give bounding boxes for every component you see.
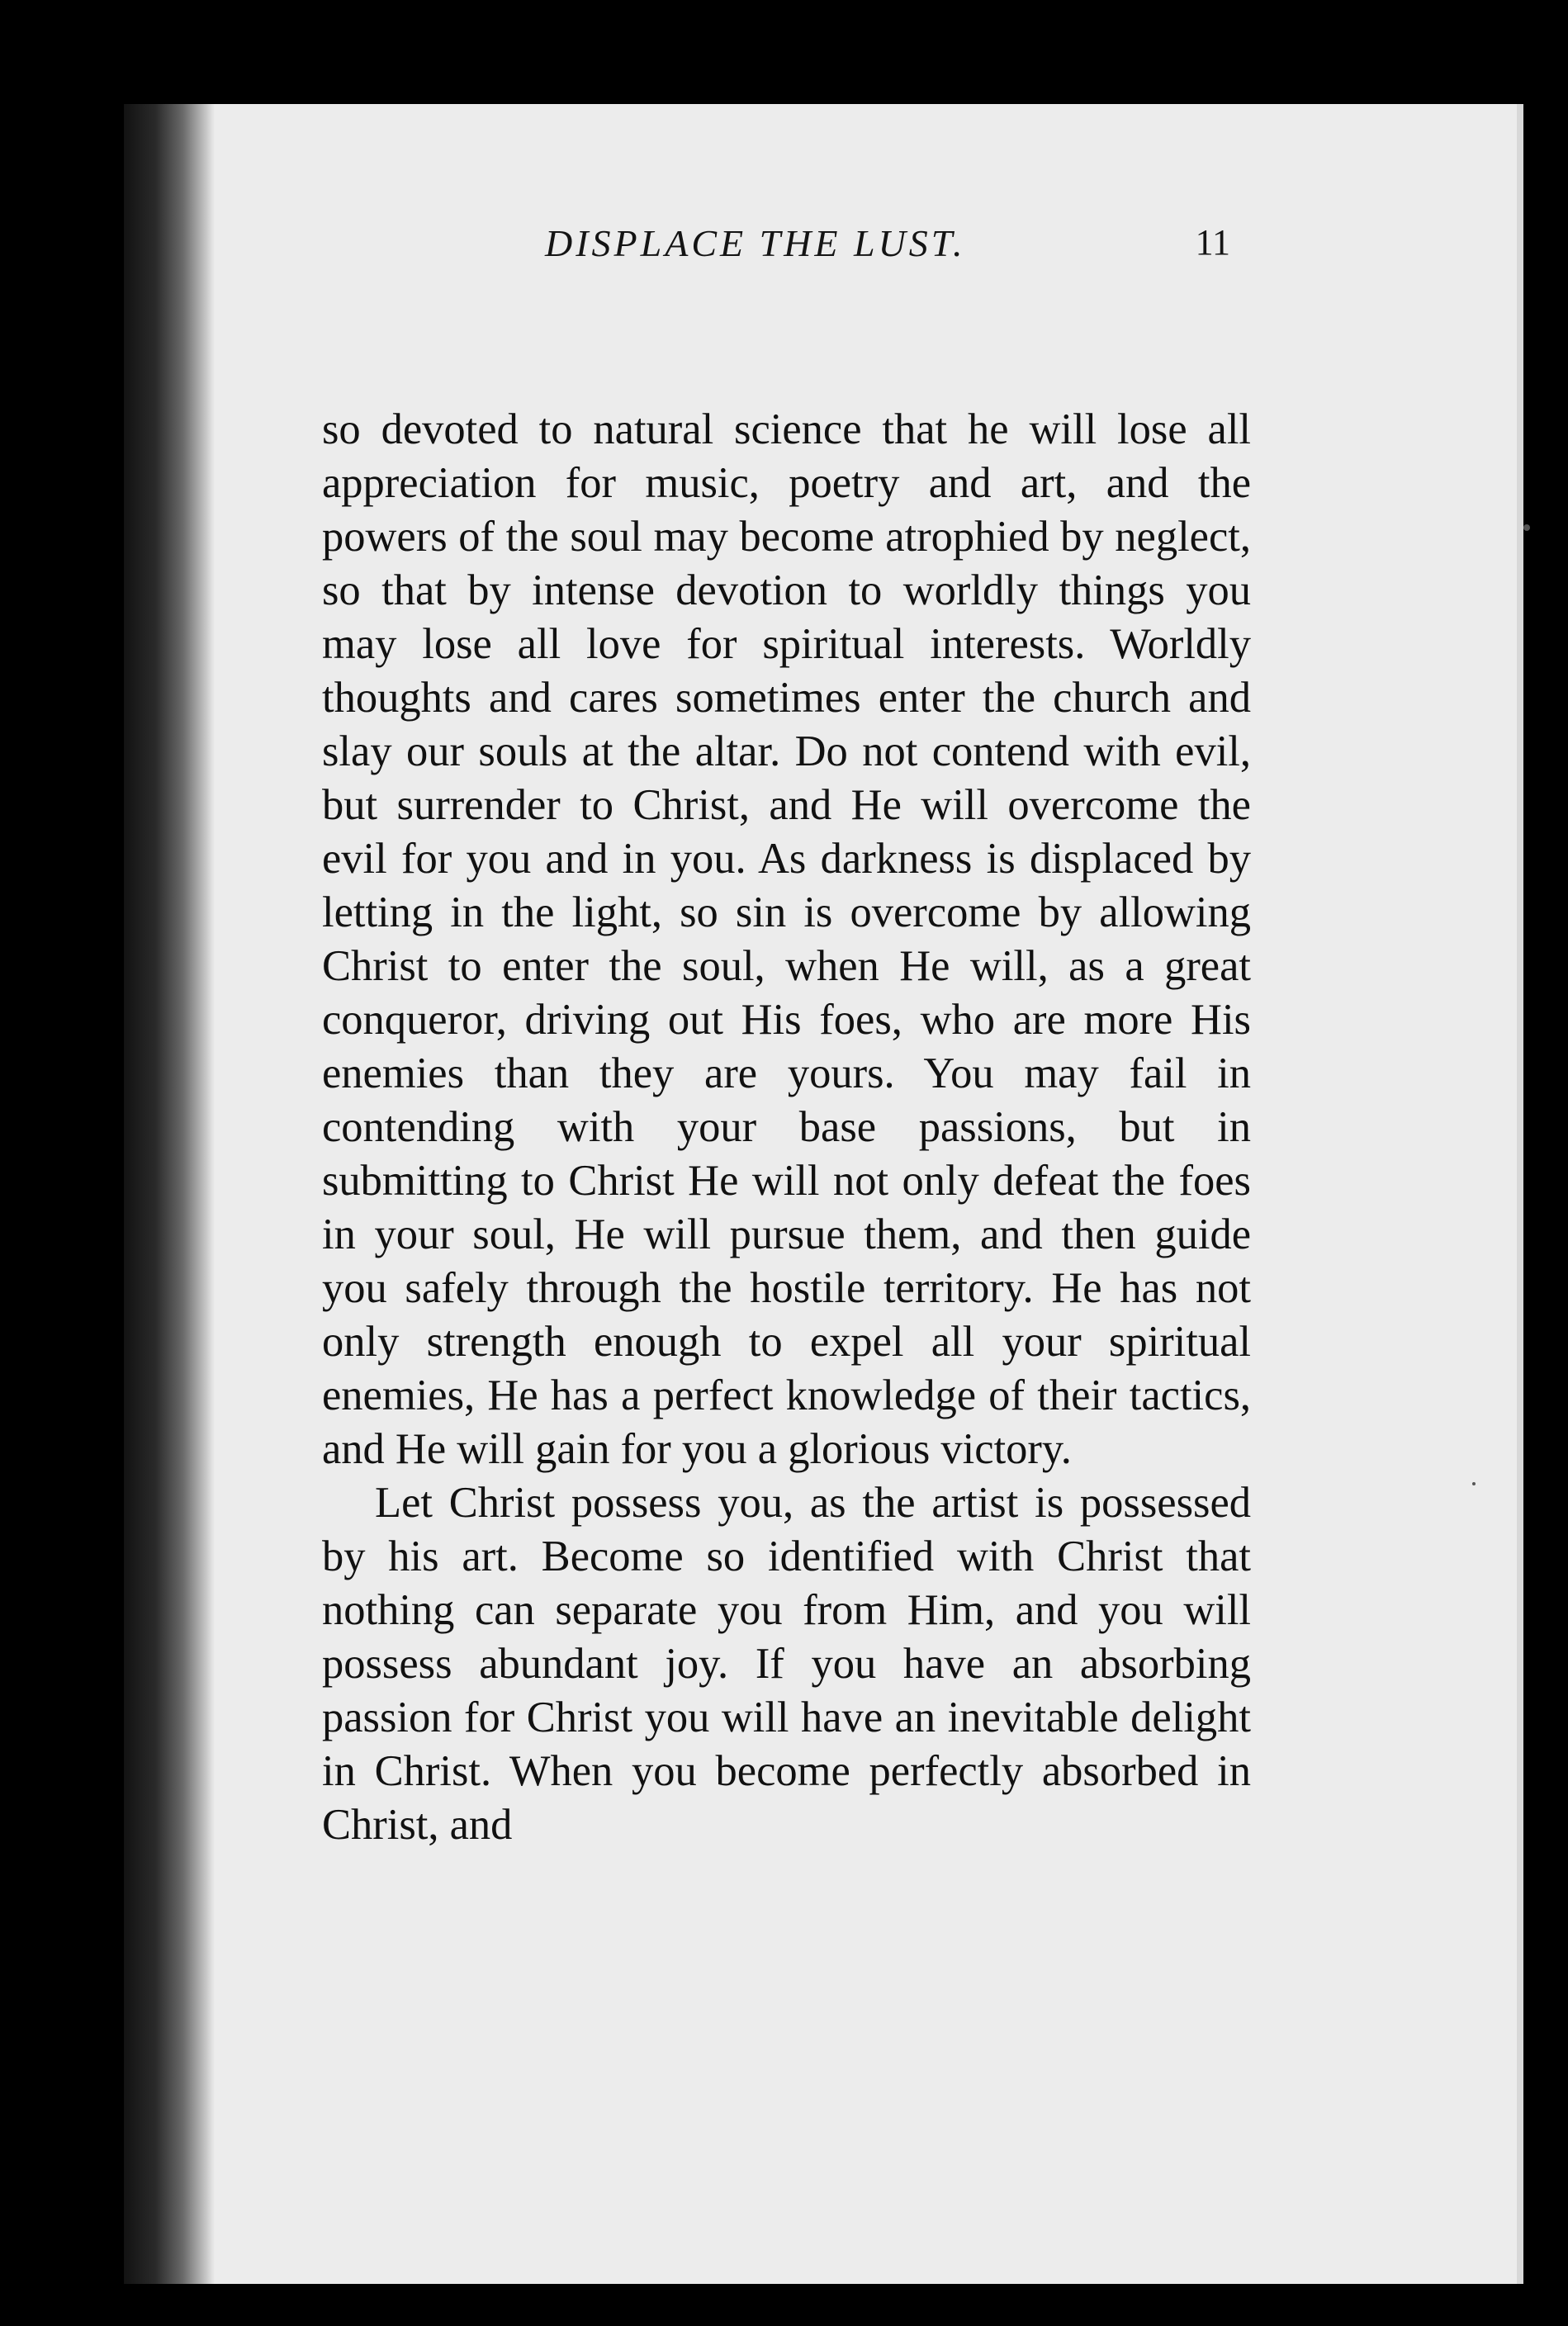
running-head: DISPLACE THE LUST. (545, 222, 966, 264)
body-text (322, 403, 1251, 1852)
scan-speck (1472, 1482, 1476, 1485)
paragraph: Let Christ possess you, as the artist is possessed by his art. Become so identified with Christ that nothing can separate you from Him, and you will possess abundant joy. If you have an absorbing passion for Christ you will have an inevitable delight in Christ. When you become perfectly absorbed in Christ, and (322, 1479, 1251, 1849)
page-right-edge (1517, 104, 1523, 2284)
paragraph: so devoted to natural science that he will lose all appreciation for music, poetry and art, and the powers of the soul may become atrophied by neglect, so that by intense devotion to worldly things you may lose all love for spiritual interests. Worldly thoughts and cares sometimes enter the church and slay our souls at the altar. Do not contend with evil, but surrender to Christ, and He will overcome the evil for you and in you. As darkness is displaced by letting in the light, so sin is overcome by allowing Christ to enter the soul, when He will, as a great conqueror, driving out His foes, who are more His enemies than they are yours. You may fail in contending with your base passions, but in submitting to Christ He will not only defeat the foes in your soul, He will pursue them, and then guide you safely through the hostile territory. He has not only strength enough to expel all your spiritual enemies, He has a perfect knowledge of their tactics, and He will gain for you a glorious victory. (322, 405, 1251, 1473)
page-number: 11 (1195, 222, 1230, 263)
page-header (421, 213, 1255, 279)
page-gutter-shadow (124, 104, 215, 2284)
scan-speck (1523, 524, 1530, 531)
